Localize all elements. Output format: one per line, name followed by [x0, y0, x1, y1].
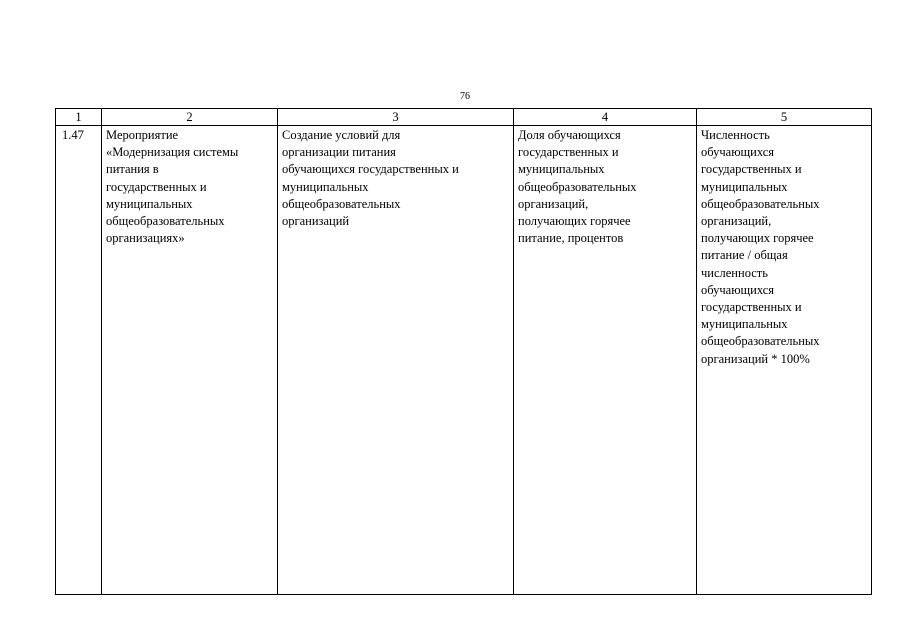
- column-header-5: 5: [697, 109, 872, 126]
- event-name: Мероприятие «Модернизация системы питания в государственных и муниципальных общеобразовательных организациях»: [106, 128, 239, 246]
- indicator-table: [55, 108, 872, 595]
- table-body: [56, 126, 872, 595]
- event-name-cell: [102, 126, 278, 595]
- indicator-name-cell: [514, 126, 697, 595]
- row-number-cell: [56, 126, 102, 595]
- indicator-name: Доля обучающихся государственных и муниципальных общеобразовательных организаций, получающих горячее питание, процентов: [518, 128, 637, 246]
- table-row: [56, 126, 872, 595]
- calculation-method-cell: [697, 126, 872, 595]
- table-header: [56, 109, 872, 126]
- column-header-1: 1: [56, 109, 102, 126]
- event-description-cell: [278, 126, 514, 595]
- column-header-3: 3: [278, 109, 514, 126]
- event-description: Создание условий для организации питания обучающихся государственных и муниципальных общеобразовательных организаций: [282, 128, 459, 229]
- row-number: 1.47: [62, 128, 84, 142]
- column-header-2: 2: [102, 109, 278, 126]
- header-row: [56, 109, 872, 126]
- calculation-method: Численность обучающихся государственных и муниципальных общеобразовательных организаций, получающих горячее питание / общая численность обучающихся государственных и муниципальных общеобразовательных организаций * 100%: [701, 128, 820, 366]
- column-header-4: 4: [514, 109, 697, 126]
- page-number: 76: [460, 91, 470, 102]
